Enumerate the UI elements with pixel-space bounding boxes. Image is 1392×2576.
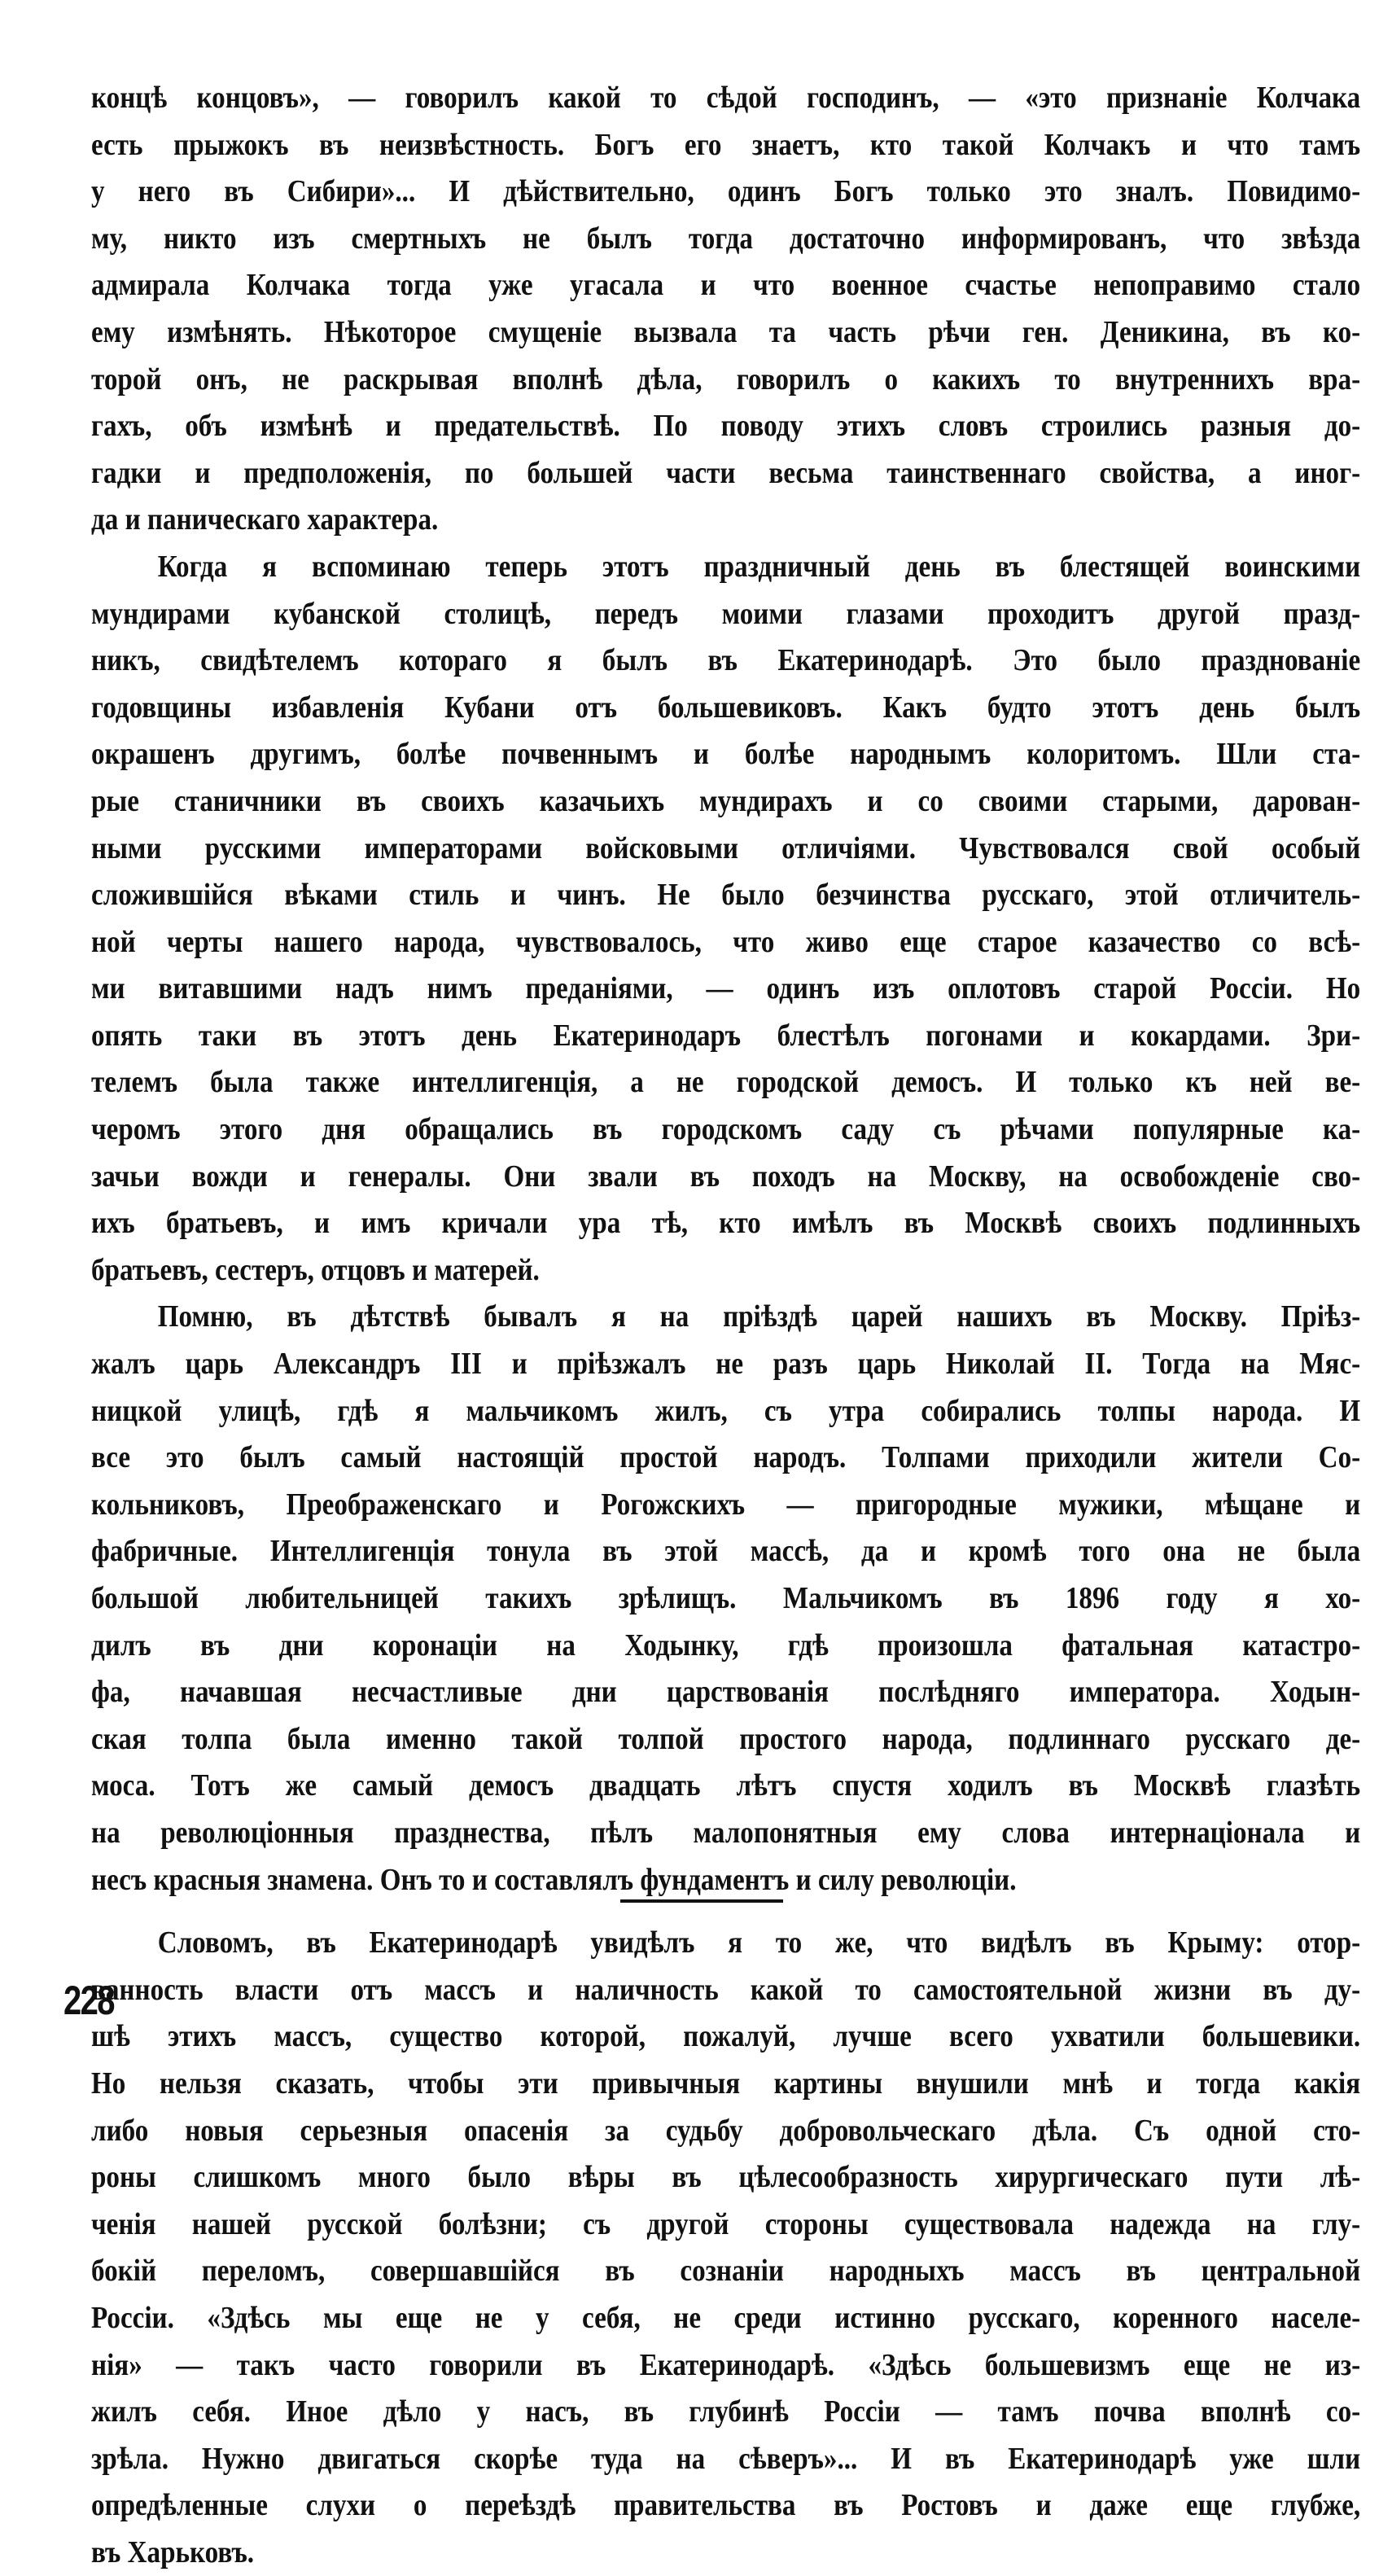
text-line: рые станичники въ своихъ казачьихъ мундирахъ и со своими старыми, дарован- — [91, 783, 1361, 818]
text-line: торой онъ, не раскрывая вполнѣ дѣла, говорилъ о какихъ то внутреннихъ вра- — [91, 361, 1361, 396]
text-line: опредѣленные слухи о переѣздѣ правительства въ Ростовъ и даже еще глубже, — [91, 2488, 1361, 2523]
text-line: гахъ, объ измѣнѣ и предательствѣ. По поводу этихъ словъ строились разныя до- — [91, 409, 1361, 444]
text-line: на революціонныя празднества, пѣлъ малопонятныя ему слова интернаціонала и — [91, 1815, 1361, 1850]
text-line: большой любительницей такихъ зрѣлищъ. Мальчикомъ въ 1896 году я хо- — [91, 1581, 1361, 1615]
text-line: ницкой улицѣ, гдѣ я мальчикомъ жилъ, съ утра собирались толпы народа. И — [91, 1393, 1361, 1428]
text-line: нія» — такъ часто говорили въ Екатеринодарѣ. «Здѣсь большевизмъ еще не из- — [91, 2347, 1361, 2382]
text-line: бокій переломъ, совершавшійся въ сознаніи народныхъ массъ въ центральной — [91, 2254, 1361, 2289]
text-line: несъ красныя знамена. Онъ то и составлялъ фундаментъ и силу революціи. — [91, 1862, 1017, 1897]
text-line: концѣ концовъ», — говорилъ какой то сѣдой господинъ, — «это признаніе Колчака — [91, 81, 1361, 115]
text-line: годовщины избавленія Кубани отъ большевиковъ. Какъ будто этотъ день былъ — [91, 690, 1361, 725]
text-line: Помню, въ дѣтствѣ бывалъ я на пріѣздѣ царей нашихъ въ Москву. Пріѣз- — [157, 1299, 1361, 1334]
text-line: сложившійся вѣками стиль и чинъ. Не было безчинства русскаго, этой отличитель- — [91, 878, 1361, 913]
text-line: опять таки въ этотъ день Екатеринодаръ блестѣлъ погонами и кокардами. Зри- — [91, 1018, 1361, 1053]
text-line: ванность власти отъ массъ и наличность какой то самостоятельной жизни въ ду- — [91, 1972, 1361, 2007]
text-line: ему измѣнять. Нѣкоторое смущеніе вызвала та часть рѣчи ген. Деникина, въ ко- — [91, 314, 1361, 349]
text-line: Когда я вспоминаю теперь этотъ праздничный день въ блестящей воинскими — [157, 549, 1361, 584]
text-line: телемъ была также интеллигенція, а не городской демосъ. И только къ ней ве- — [91, 1065, 1361, 1100]
paragraph — [91, 1294, 1361, 1904]
text-line: либо новыя серьезныя опасенія за судьбу добровольческаго дѣла. Съ одной сто- — [91, 2113, 1361, 2148]
paragraph — [91, 544, 1361, 1295]
text-line: у него въ Сибири»... И дѣйствительно, одинъ Богъ только это зналъ. Повидимо- — [91, 174, 1361, 209]
text-line: фа, начавшая несчастливые дни царствованія послѣдняго императора. Ходын- — [91, 1675, 1361, 1710]
text-line: жилъ себя. Иное дѣло у насъ, въ глубинѣ Россіи — тамъ почва вполнѣ со- — [91, 2394, 1361, 2429]
text-line: ными русскими императорами войсковыми отличіями. Чувствовался свой особый — [91, 830, 1361, 865]
text-line: ми витавшими надъ нимъ преданіями, — одинъ изъ оплотовъ старой Россіи. Но — [91, 971, 1361, 1006]
section-divider-rule — [620, 1899, 783, 1903]
text-line: ская толпа была именно такой толпой простого народа, подлиннаго русскаго де- — [91, 1721, 1361, 1756]
page-body — [91, 75, 1361, 2576]
text-line: братьевъ, сестеръ, отцовъ и матерей. — [91, 1252, 540, 1287]
text-line: черомъ этого дня обращались въ городскомъ саду съ рѣчами популярные ка- — [91, 1112, 1361, 1147]
text-line: фабричные. Интеллигенція тонула въ этой массѣ, да и кромѣ того она не была — [91, 1534, 1361, 1569]
text-line: адмирала Колчака тогда уже угасала и что военное счастье непоправимо стало — [91, 268, 1361, 303]
text-line: роны слишкомъ много было вѣры въ цѣлесообразность хирургическаго пути лѣ- — [91, 2160, 1361, 2195]
text-line: жалъ царь Александръ III и пріѣзжалъ не разъ царь Николай II. Тогда на Мяс- — [91, 1347, 1361, 1382]
text-line: му, никто изъ смертныхъ не былъ тогда достаточно информированъ, что звѣзда — [91, 221, 1361, 256]
text-line: есть прыжокъ въ неизвѣстность. Богъ его знаетъ, кто такой Колчакъ и что тамъ — [91, 127, 1361, 162]
text-line: никъ, свидѣтелемъ котораго я былъ въ Екатеринодарѣ. Это было празднованіе — [91, 643, 1361, 678]
paragraph — [91, 75, 1361, 544]
text-line: въ Харьковъ. — [91, 2534, 255, 2569]
text-line: Но нельзя сказать, чтобы эти привычныя картины внушили мнѣ и тогда какія — [91, 2066, 1361, 2101]
text-line: ной черты нашего народа, чувствовалось, что живо еще старое казачество со всѣ- — [91, 924, 1361, 959]
text-line: ихъ братьевъ, и имъ кричали ура тѣ, кто имѣлъ въ Москвѣ своихъ подлинныхъ — [91, 1206, 1361, 1241]
page-number: 228 — [63, 1978, 114, 2023]
text-line: гадки и предположенія, по большей части весьма таинственнаго свойства, а иног- — [91, 455, 1361, 490]
text-line: моса. Тотъ же самый демосъ двадцать лѣтъ спустя ходилъ въ Москвѣ глазѣть — [91, 1768, 1361, 1803]
text-line: дилъ въ дни коронаціи на Ходынку, гдѣ произошла фатальная катастро- — [91, 1628, 1361, 1663]
paragraph — [91, 1920, 1361, 2576]
text-line: Россіи. «Здѣсь мы еще не у себя, не среди истинно русскаго, коренного населе- — [91, 2300, 1361, 2335]
text-line: шѣ этихъ массъ, существо которой, пожалуй, лучше всего ухватили большевики. — [91, 2019, 1361, 2054]
text-line: все это былъ самый настоящій простой народъ. Толпами приходили жители Со- — [91, 1440, 1361, 1475]
text-line: мундирами кубанской столицѣ, передъ моими глазами проходитъ другой празд- — [91, 596, 1361, 631]
text-line: кольниковъ, Преображенскаго и Рогожскихъ — пригородные мужики, мѣщане и — [91, 1487, 1361, 1522]
text-line: зачьи вожди и генералы. Они звали въ походъ на Москву, на освобожденіе сво- — [91, 1159, 1361, 1194]
text-line: окрашенъ другимъ, болѣе почвеннымъ и болѣе народнымъ колоритомъ. Шли ста- — [91, 737, 1361, 772]
text-line: Словомъ, въ Екатеринодарѣ увидѣлъ я то же, что видѣлъ въ Крыму: отор- — [157, 1925, 1361, 1960]
text-line: зрѣла. Нужно двигаться скорѣе туда на сѣверъ»... И въ Екатеринодарѣ уже шли — [91, 2441, 1361, 2476]
text-line: да и паническаго характера. — [91, 502, 439, 537]
text-line: ченія нашей русской болѣзни; съ другой стороны существовала надежда на глу- — [91, 2206, 1361, 2241]
